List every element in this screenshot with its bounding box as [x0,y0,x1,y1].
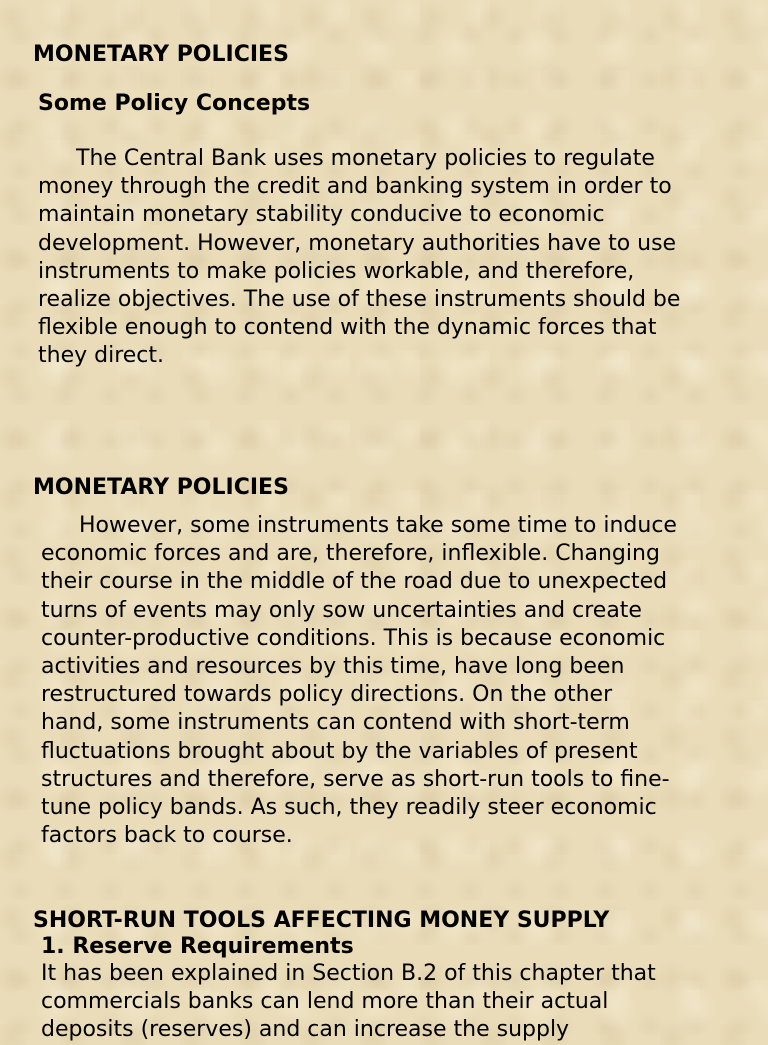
paragraph-line: counter-productive conditions. This is because economic [41,625,666,651]
section3-subheading: 1. Reserve Requirements [41,934,354,959]
section2-paragraph [41,512,677,850]
paragraph-line: It has been explained in Section B.2 of this chapter that [41,961,656,986]
paragraph-line: structures and therefore, serve as short-run tools to fine- [41,766,670,792]
paragraph-line: their course in the middle of the road due to unexpected [41,569,668,595]
section1-heading: MONETARY POLICIES [33,42,289,67]
paragraph-line: However, some instruments take some time to induce [79,513,677,538]
paragraph-line: they direct. [38,343,165,369]
section3-heading: SHORT-RUN TOOLS AFFECTING MONEY SUPPLY [33,908,610,933]
paragraph-line: restructured towards policy directions. On the other [41,682,613,708]
paragraph-line: fluctuations brought about by the variables of present [41,738,638,764]
paragraph-line: activities and resources by this time, have long been [41,654,625,680]
section1-subheading: Some Policy Concepts [38,91,311,116]
paragraph-line: turns of events may only sow uncertainties and create [41,597,642,623]
paragraph-line: instruments to make policies workable, and therefore, [38,258,635,284]
paragraph-line: maintain monetary stability conducive to economic [38,202,605,228]
paragraph-line: economic forces and are, therefore, inflexible. Changing [41,541,660,567]
paragraph-line: deposits (reserves) and can increase the supply [41,1017,570,1043]
section2-heading: MONETARY POLICIES [33,475,289,500]
section1-paragraph [38,145,680,371]
paragraph-line: money through the credit and banking system in order to [38,174,672,200]
paragraph-line: realize objectives. The use of these instruments should be [38,287,681,313]
paragraph-line: The Central Bank uses monetary policies to regulate [76,146,655,171]
paragraph-line: flexible enough to contend with the dynamic forces that [38,315,657,341]
paragraph-line: development. However, monetary authorities have to use [38,230,677,256]
paragraph-line: tune policy bands. As such, they readily steer economic [41,795,657,821]
paragraph-line: factors back to course. [41,823,293,849]
section3-paragraph [41,960,656,1045]
paragraph-line: commercials banks can lend more than their actual [41,989,609,1015]
paragraph-line: hand, some instruments can contend with short-term [41,710,630,736]
